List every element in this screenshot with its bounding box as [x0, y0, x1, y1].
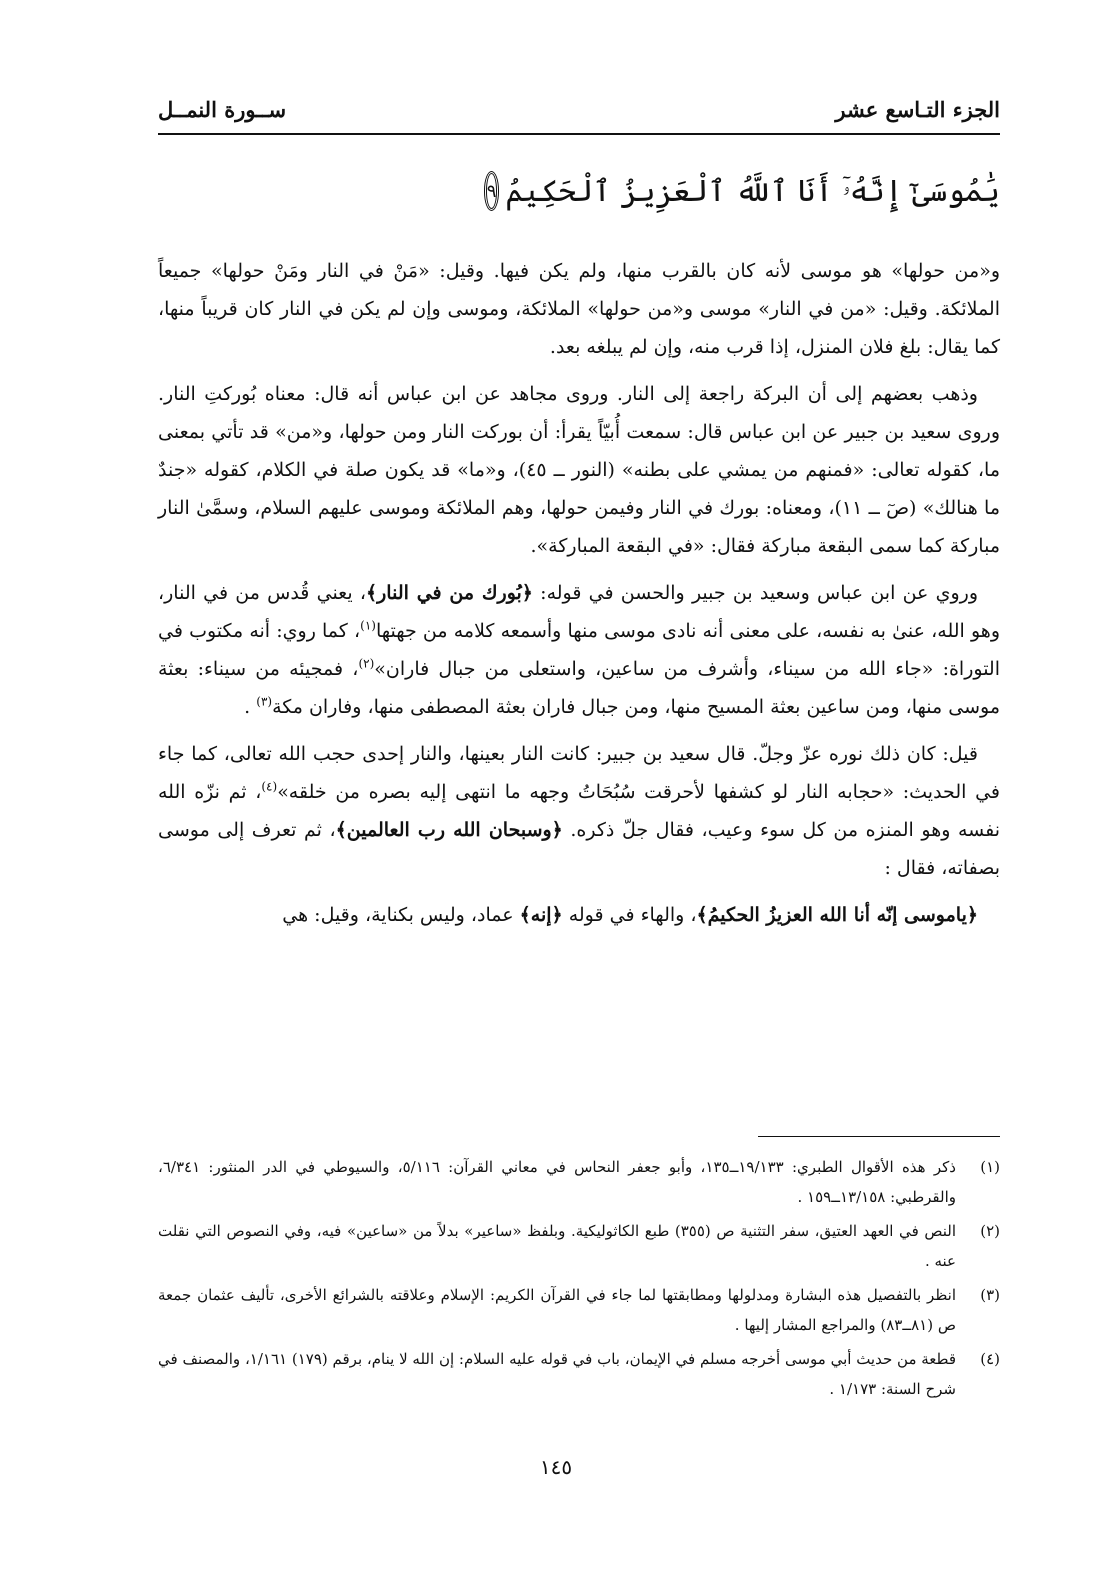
footnote-text: قطعة من حديث أبي موسى أخرجه مسلم في الإيمان، باب في قوله عليه السلام: إن الله لا ينام، برقم (١٧٩) ١/١٦١، والمصنف في شرح السنة: ١/١٧٣ .	[158, 1350, 957, 1398]
paragraph-3-text-d: ، فمجيئه من سيناء: بعثة موسى منها، ومن ساعين بعثة المسيح منها، ومن جبال فاران بعثة المصطفى منها، وفاران مكة	[158, 658, 1000, 718]
paragraph-4-text-a: قيل: كان ذلك نوره عزّ وجلّ. قال سعيد بن جبير: كانت النار بعينها، والنار إحدى حجب الله تعالى، كما جاء في الحديث: «حجابه النار لو كشفها لأحرقت سُبُحَاتُ وجهه ما انتهى إليه بصره من خلقه»	[158, 743, 1000, 803]
surah-title: ســورة النمــل	[158, 96, 287, 122]
quran-quote-bold: ﴿إنه﴾	[519, 904, 563, 926]
quran-verse	[486, 158, 1000, 224]
commentary-text	[158, 252, 1000, 943]
footnote-ref-1[interactable]: (١)	[360, 618, 376, 633]
quran-quote-bold: ﴿بُورك من في النار﴾	[366, 582, 533, 604]
footnote	[158, 1152, 1000, 1212]
footnote	[158, 1216, 1000, 1276]
paragraph-4	[158, 735, 1000, 887]
footnote-divider	[758, 1136, 1000, 1137]
footnote-ref-2[interactable]: (٢)	[358, 656, 375, 671]
paragraph-4-text-b: ، ثم نزّه الله نفسه وهو المنزه من كل سوء وعيب، فقال جلّ ذكره.	[158, 781, 1001, 841]
verse-number-marker: ٩	[484, 171, 500, 211]
paragraph-3-text-a: وروي عن ابن عباس وسعيد بن جبير والحسن في قوله:	[532, 582, 979, 604]
verse-text: يَٰمُوسَىٰٓ إِنَّهُۥٓ أَنَا ٱللَّهُ ٱلْعَزِيزُ ٱلْحَكِيمُ	[505, 173, 1000, 209]
quran-quote-bold: ﴿وسبحان الله رب العالمين﴾	[335, 819, 563, 841]
running-header	[158, 92, 1000, 126]
paragraph-2: وذهب بعضهم إلى أن البركة راجعة إلى النار. وروى مجاهد عن ابن عباس أنه قال: معناه بُوركتِ النار. وروى سعيد بن جبير عن ابن عباس قال: سمعت أُبيّاً يقرأ: أن بوركت النار ومن حولها، و«من» قد تأتي بمعنى ما، كقوله تعالى: «فمنهم من يمشي على بطنه» (النور ــ ٤٥)، و«ما» قد يكون صلة في الكلام، كقوله «جندٌ ما هنالك» (صٓ ــ ١١)، ومعناه: بورك في النار وفيمن حولها، وهم الملائكة وموسى عليهم السلام، وسمَّىٰ النار مباركة كما سمى البقعة مباركة فقال: «في البقعة المباركة».	[158, 383, 1001, 557]
part-title: الجزء التـاسع عشر	[835, 96, 1000, 122]
footnote	[158, 1344, 1000, 1404]
footnote-ref-3[interactable]: (٣)	[256, 694, 273, 709]
footnote-text: النص في العهد العتيق، سفر التثنية ص (٣٥٥) طبع الكاثوليكية. وبلفظ «ساعير» بدلاً من «ساعين» فيه، وفي النصوص التي نقلت عنه .	[158, 1222, 956, 1270]
paragraph-1: و«من حولها» هو موسى لأنه كان بالقرب منها، ولم يكن فيها. وقيل: «مَنْ في النار ومَنْ حولها» جميعاً الملائكة. وقيل: «من في النار» موسى و«من حولها» الملائكة، وموسى وإن لم يكن في النار كان قريباً منها، كما يقال: بلغ فلان المنزل، إذا قرب منه، وإن لم يبلغه بعد.	[158, 260, 1000, 358]
paragraph-3-text-e: .	[244, 696, 257, 718]
paragraph-3-text-c: ، كما روي: أنه مكتوب في التوراة: «جاء الله من سيناء، وأشرف من ساعين، واستعلى من جبال فاران»	[158, 620, 1001, 680]
paragraph-5-text-a: ، والهاء في قوله	[562, 904, 697, 926]
page-number: ١٤٥	[539, 1455, 573, 1479]
paragraph-4-text-c: ، ثم تعرف إلى موسى بصفاته، فقال :	[158, 819, 1000, 879]
quran-quote-bold: ﴿ياموسى إنّه أنا الله العزيزُ الحكيمُ﴾	[696, 904, 978, 926]
header-divider	[158, 133, 1000, 135]
footnote-number: (٤)	[980, 1350, 1000, 1368]
paragraph-5-text-b: عماد، وليس بكناية، وقيل: هي	[282, 904, 520, 926]
paragraph-3	[158, 574, 1000, 726]
footnote-number: (١)	[980, 1158, 1000, 1176]
footnote-text: ذكر هذه الأقوال الطبري: ١٩/١٣٣ــ١٣٥، وأبو جعفر النحاس في معاني القرآن: ٥/١١٦، والسيوطي في الدر المنثور: ٦/٣٤١، والقرطبي: ١٣/١٥٨ــ١٥٩ .	[158, 1158, 956, 1206]
paragraph-3-text-b: ، يعني قُدس من في النار، وهو الله، عنىٰ به نفسه، على معنى أنه نادى موسى منها وأسمعه كلامه من جهتها	[158, 582, 1000, 642]
footnote	[158, 1280, 1000, 1340]
footnote-number: (٢)	[980, 1222, 1000, 1240]
paragraph-5	[158, 896, 1000, 934]
footnote-text: انظر بالتفصيل هذه البشارة ومدلولها ومطابقتها لما جاء في القرآن الكريم: الإسلام وعلاقته بالشرائع الأخرى، تأليف عثمان جمعة ص (٨١ــ٨٣) والمراجع المشار إليها .	[158, 1286, 956, 1334]
footnotes	[158, 1152, 1000, 1408]
footnote-number: (٣)	[980, 1286, 1000, 1304]
footnote-ref-4[interactable]: (٤)	[261, 779, 278, 794]
